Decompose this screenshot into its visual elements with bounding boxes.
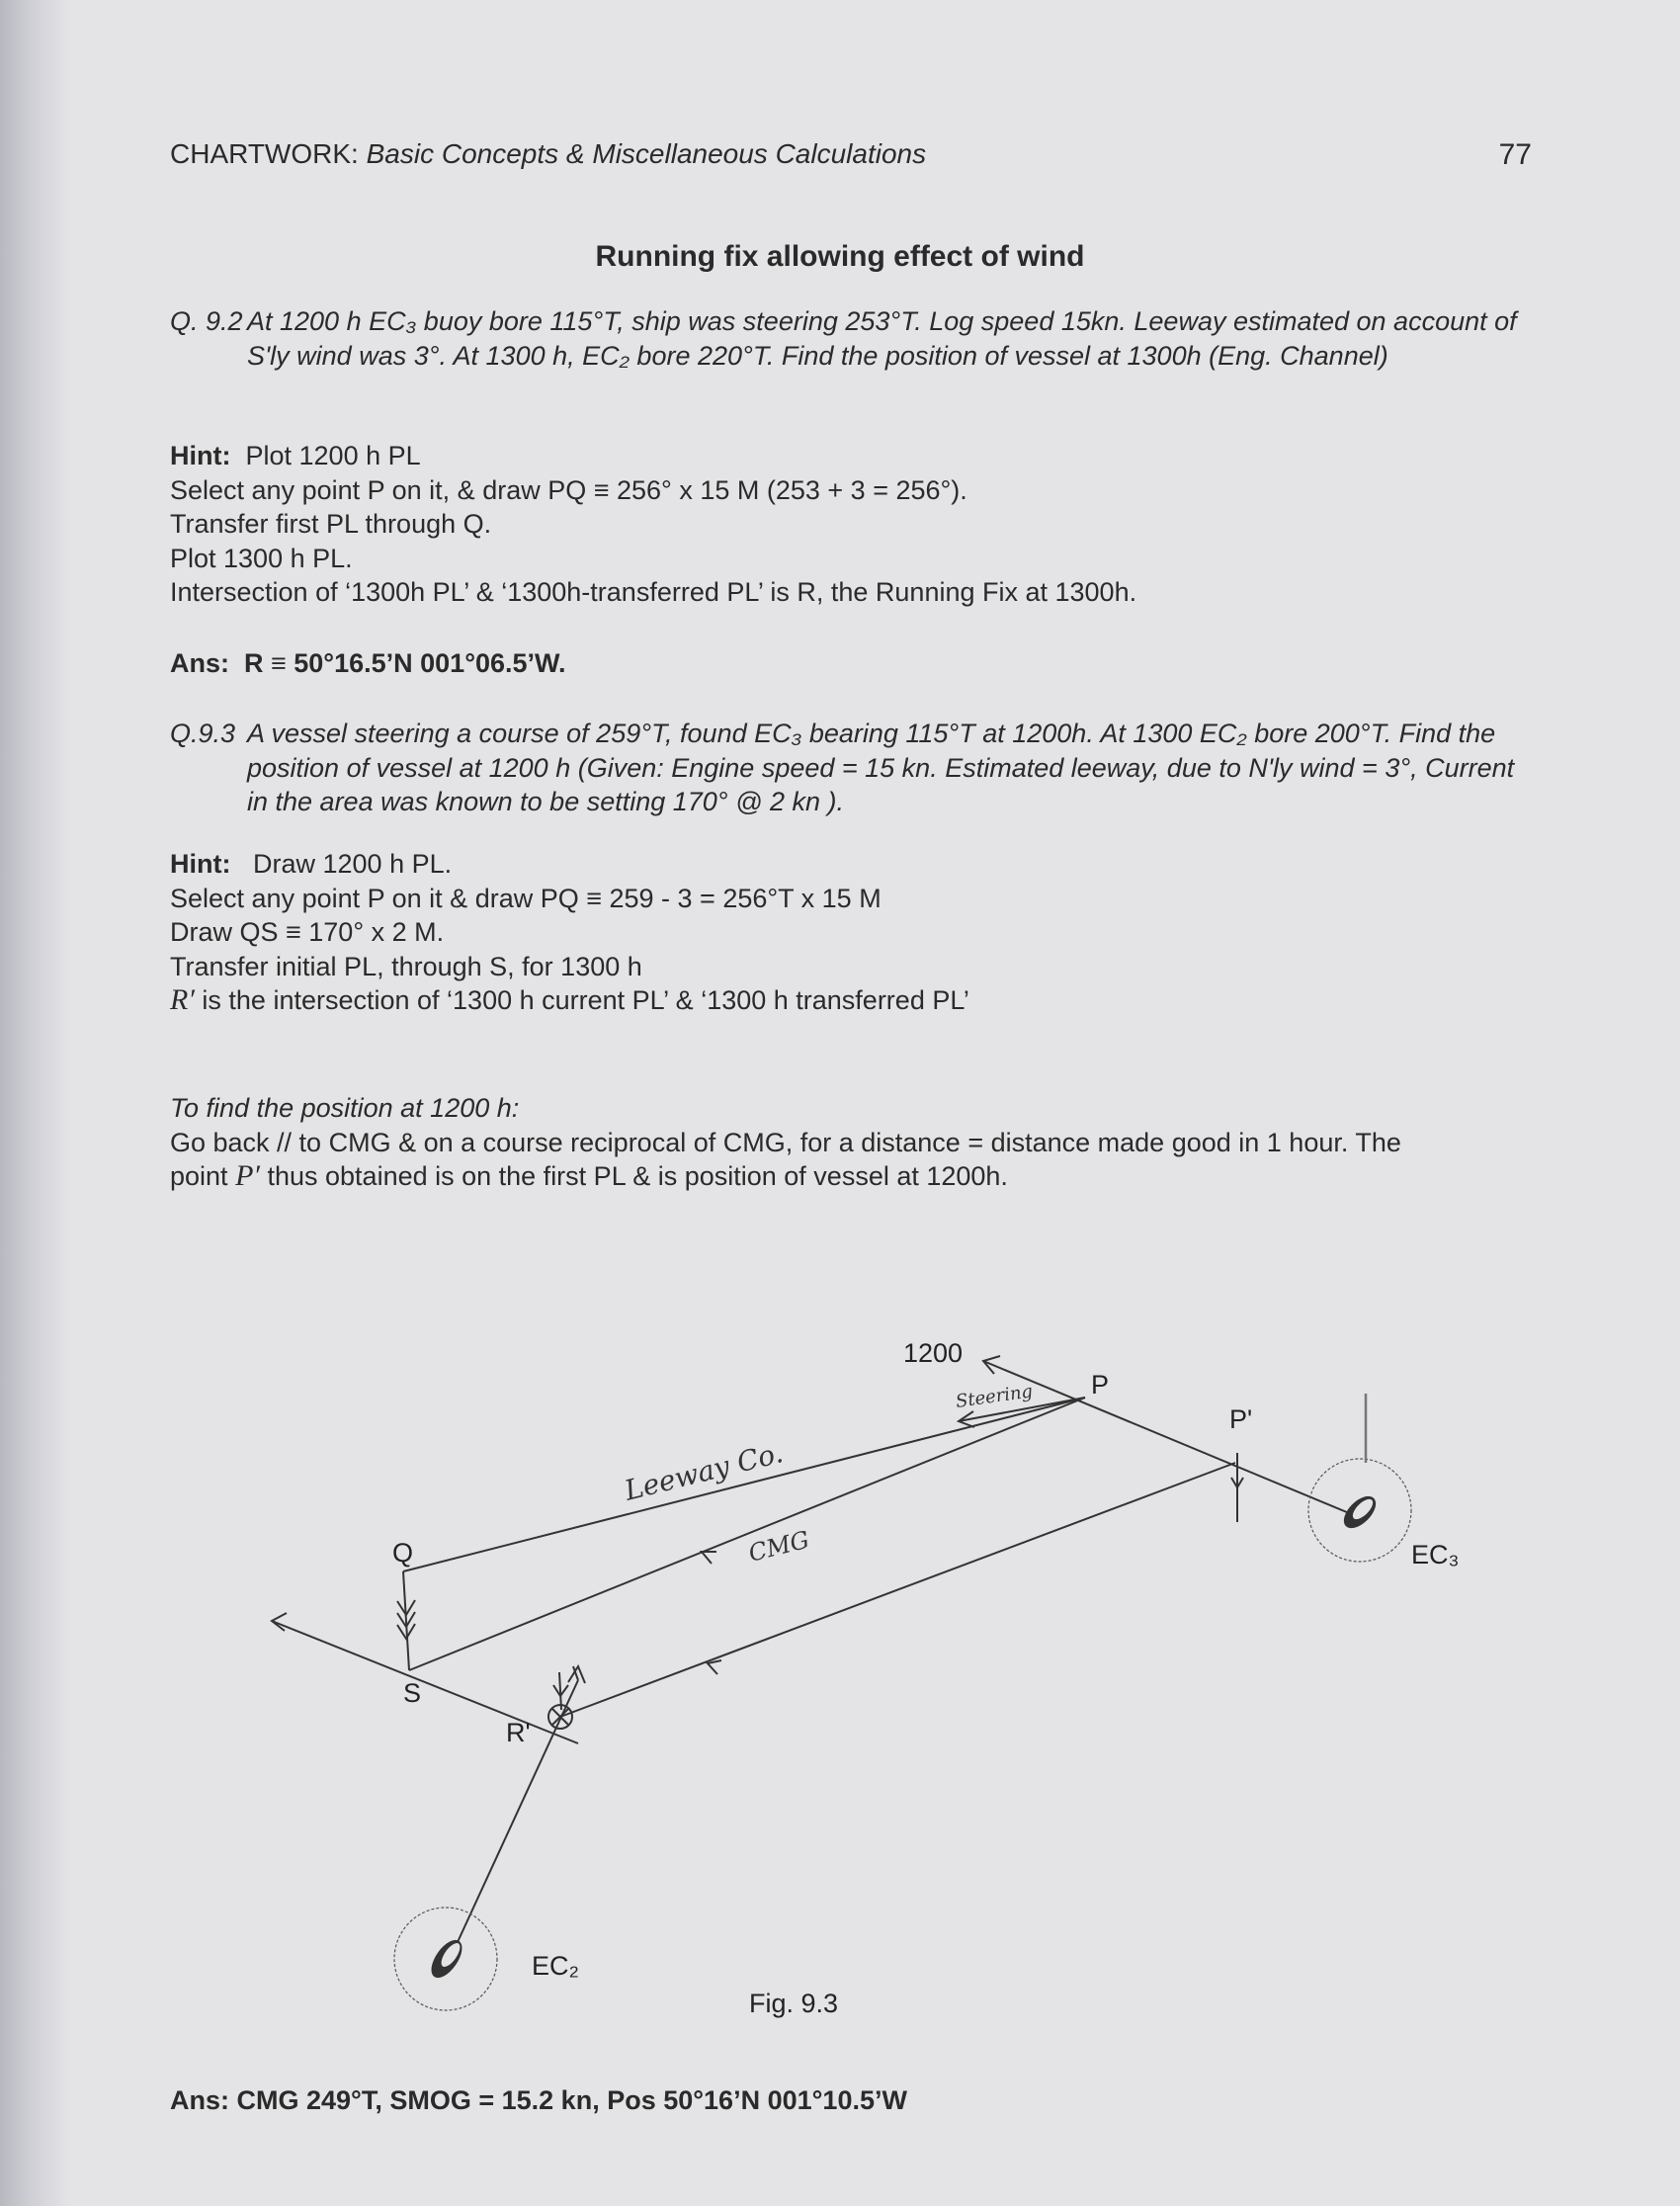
final-answer — [170, 2085, 907, 2116]
hint-line: Plot 1300 h PL. — [170, 543, 353, 573]
label-q: Q — [392, 1538, 414, 1568]
leeway-course-line — [403, 1398, 1085, 1571]
question-text: At 1200 h EC₃ buoy bore 115°T, ship was steering 253°T. Log speed 15kn. Leeway estimated on account of S'ly wind was 3°. At 1300 h, EC₂ bore 220°T. Find the position of vessel at 1300h (Eng. Channel) — [247, 306, 1517, 371]
find-heading: To find the position at 1200 h: — [170, 1093, 520, 1123]
p-prime-symbol: P′ — [235, 1159, 260, 1192]
hint-label: Hint: — [170, 441, 231, 470]
hint-line: Intersection of ‘1300h PL’ & ‘1300h-transferred PL’ is R, the Running Fix at 1300h. — [170, 577, 1137, 607]
current-qs-line — [403, 1571, 409, 1670]
label-p: P — [1091, 1370, 1110, 1400]
question-text: A vessel steering a course of 259°T, found EC₃ bearing 115°T at 1200h. At 1300 EC₂ bore 200°T. Find the position of vessel at 1200 h (Given: Engine speed = 15 kn. Estimated leeway, due to N'ly wind = 3°, Current in the area was known to be setting 170° @ 2 kn ). — [247, 719, 1515, 816]
transferred-pl-line — [272, 1621, 578, 1743]
find-text: Go back // to CMG & on a course reciprocal of CMG, for a distance = distance made good in 1 hour. The — [170, 1127, 1401, 1157]
hint-line: Draw 1200 h PL. — [253, 849, 453, 879]
answer-text: R ≡ 50°16.5’N 001°06.5’W. — [244, 648, 566, 678]
label-ec2: EC₂ — [532, 1951, 579, 1981]
hint-line: Plot 1200 h PL — [245, 441, 421, 470]
header-title: CHARTWORK: Basic Concepts & Miscellaneous Calculations — [170, 138, 927, 169]
hint-line: Transfer first PL through Q. — [170, 509, 492, 539]
hint-line: Draw QS ≡ 170° x 2 M. — [170, 917, 445, 947]
hint-line: Select any point P on it, & draw PQ ≡ 256° x 15 M (253 + 3 = 256°). — [170, 474, 967, 505]
section-title: Running fix allowing effect of wind — [595, 240, 1085, 273]
ec2-buoy-icon — [425, 1935, 467, 1984]
cmg-parallel-line — [560, 1463, 1235, 1717]
figure-caption: Fig. 9.3 — [749, 1989, 839, 2018]
hint-label: Hint: — [170, 849, 231, 879]
pl-1200-line — [983, 1361, 1354, 1515]
label-1200: 1200 — [903, 1338, 964, 1368]
page-number: 77 — [1498, 138, 1532, 171]
question-label: Q. 9.2 — [170, 306, 243, 336]
label-r-prime: R' — [506, 1718, 531, 1747]
label-s: S — [403, 1678, 422, 1708]
r-prime-symbol: R′ — [170, 983, 195, 1016]
label-ec3: EC₃ — [1411, 1540, 1460, 1570]
label-p-prime: P' — [1229, 1404, 1253, 1434]
cmg-line — [409, 1398, 1085, 1670]
hint-line: is the intersection of ‘1300 h current PL’ & ‘1300 h transferred PL’ — [202, 985, 969, 1015]
final-answer-text: CMG 249°T, SMOG = 15.2 kn, Pos 50°16’N 001°10.5’W — [236, 2085, 907, 2115]
answer-label: Ans: — [170, 648, 229, 678]
hint-line: Transfer initial PL, through S, for 1300 h — [170, 951, 642, 981]
label-steering: Steering — [954, 1381, 1035, 1412]
label-cmg: CMG — [745, 1525, 812, 1568]
find-position-note: To find the position at 1200 h: Go back // to CMG & on a course reciprocal of CMG, for a distance = distance made good in 1 hour. The point P′ thus obtained is on the first PL & is position of vessel at 1200h. — [170, 1091, 1534, 1194]
question-label: Q.9.3 — [170, 719, 236, 748]
label-leeway: Leeway Co. — [621, 1436, 787, 1507]
final-answer-label: Ans: — [170, 2085, 229, 2115]
hint-line: Select any point P on it & draw PQ ≡ 259 - 3 = 256°T x 15 M — [170, 883, 882, 913]
